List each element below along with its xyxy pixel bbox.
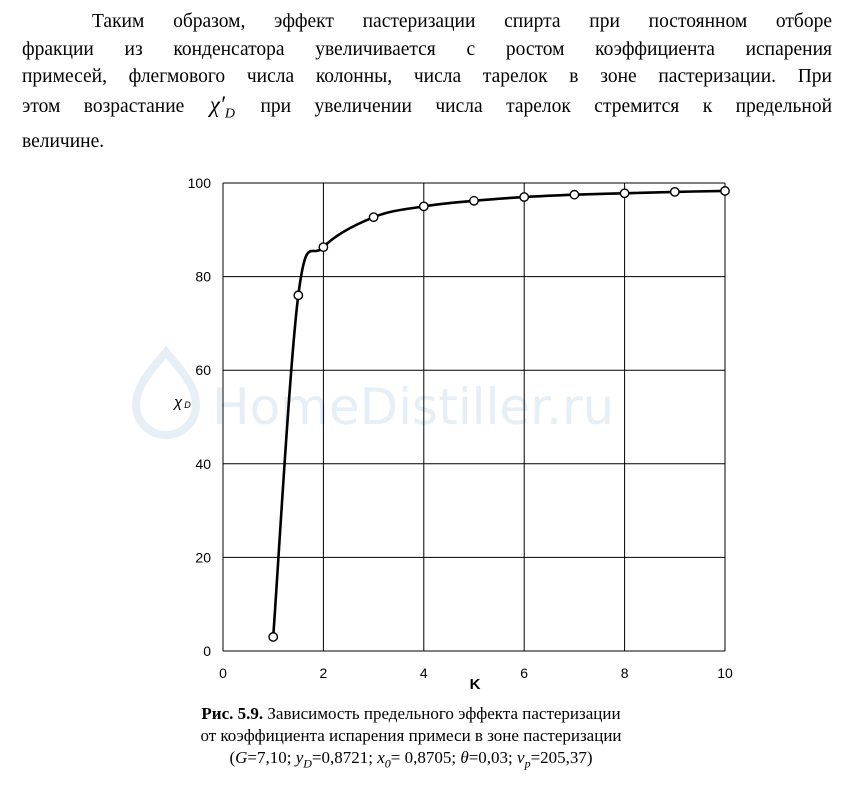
param-symbol: x bbox=[377, 748, 385, 767]
y-tick-label: 20 bbox=[195, 549, 211, 566]
watermark-text: HomeDistiller.ru bbox=[212, 378, 615, 436]
param-symbol: G bbox=[235, 748, 248, 767]
data-point bbox=[269, 633, 277, 641]
data-point bbox=[671, 188, 679, 196]
param-value: = 0,8705; bbox=[390, 748, 461, 767]
data-point bbox=[570, 191, 578, 199]
caption-line bbox=[130, 703, 692, 725]
x-tick-label: 6 bbox=[520, 665, 529, 681]
param-symbol: v bbox=[517, 748, 525, 767]
y-tick-label: 0 bbox=[203, 643, 211, 659]
param-subscript: p bbox=[524, 756, 531, 771]
math-symbol-subscript: D bbox=[224, 106, 236, 122]
y-axis-label-subscript: D bbox=[184, 400, 191, 410]
caption-label: Рис. 5.9. bbox=[201, 704, 264, 723]
paragraph-text: этом возрастание bbox=[22, 95, 185, 117]
data-point bbox=[620, 189, 628, 197]
paragraph-line: величине. bbox=[22, 130, 105, 152]
caption-title: Зависимость предельного эффекта пастеризации bbox=[267, 704, 621, 723]
drop-logo-icon bbox=[136, 352, 196, 435]
x-axis-label: K bbox=[469, 676, 481, 693]
figure-caption bbox=[130, 703, 692, 774]
paragraph-text: при увеличении числа тарелок стремится к предельной bbox=[260, 95, 833, 117]
data-point bbox=[319, 243, 327, 251]
caption-params: (G=7,10; $y_D=0,8721$; $x_0= 0,8705$; θ=0,03; $v_p=205,37$) bbox=[229, 748, 593, 771]
y-tick-label: 80 bbox=[195, 268, 211, 285]
data-point bbox=[369, 213, 377, 221]
x-tick-label: 8 bbox=[620, 665, 629, 681]
param-value: =0,8721; bbox=[311, 748, 378, 767]
param-subscript: D bbox=[303, 756, 312, 771]
param-symbol: y bbox=[295, 748, 304, 767]
param-value: =7,10; bbox=[247, 748, 296, 767]
paragraph-line: фракции из конденсатора увеличивается с ростом коэффициента испарения bbox=[22, 38, 832, 60]
math-symbol-main: χ′ bbox=[209, 91, 225, 117]
x-tick-label: 4 bbox=[419, 665, 428, 681]
y-tick-label: 40 bbox=[195, 455, 211, 472]
data-point bbox=[470, 197, 478, 205]
data-point bbox=[520, 193, 528, 201]
param-value: =0,03; bbox=[468, 748, 518, 767]
data-point bbox=[420, 202, 428, 210]
y-tick-label: 100 bbox=[187, 175, 211, 191]
param-subscript: 0 bbox=[384, 756, 391, 771]
param-symbol: θ bbox=[460, 748, 469, 767]
paragraph-line: примесей, флегмового числа колонны, числа тарелок в зоне пастеризации. При bbox=[22, 66, 832, 87]
param-value: =205,37) bbox=[530, 748, 593, 767]
x-tick-label: 0 bbox=[219, 665, 227, 681]
y-axis-label-main: χ bbox=[174, 394, 183, 411]
x-tick-label: 10 bbox=[717, 665, 733, 681]
y-tick-label: 60 bbox=[195, 362, 211, 379]
x-tick-label: 2 bbox=[319, 665, 328, 681]
data-point bbox=[721, 187, 729, 195]
caption-line: от коэффициента испарения примеси в зоне пастеризации bbox=[200, 726, 622, 745]
data-point bbox=[294, 291, 302, 299]
paragraph-line: Таким образом, эффект пастеризации спирта при постоянном отборе bbox=[92, 11, 832, 32]
y-axis-label bbox=[172, 394, 191, 411]
